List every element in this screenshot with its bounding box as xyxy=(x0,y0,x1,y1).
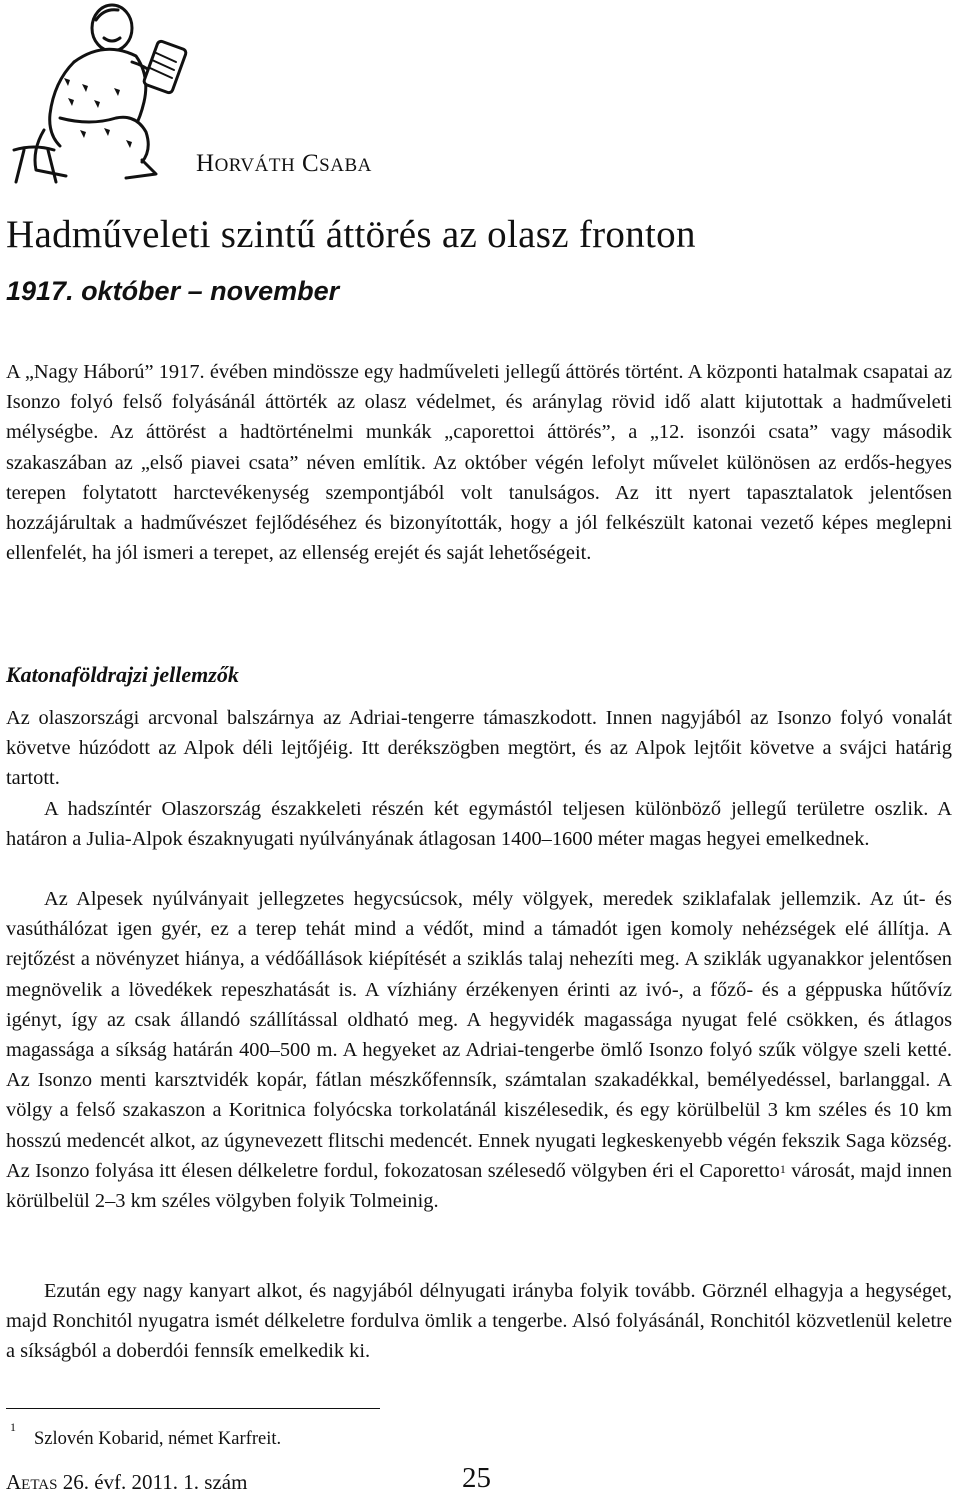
paragraph-4: Ezután egy nagy kanyart alkot, és nagyjából délnyugati irányba folyik tovább. Görznél elhagyja a hegységet, majd Ronchitól nyugatra ismét délkeletre fordulva ömlik a tengerbe. Alsó folyásánál, Ronchitól közvetlenül keletre a síkságból a doberdói fennsík emelkedik ki. xyxy=(6,1280,952,1363)
author-name: HORVÁTH CSABA xyxy=(196,150,372,177)
page-footer xyxy=(6,1462,526,1495)
footnote-divider xyxy=(6,1408,380,1409)
paragraph-2: A hadszíntér Olaszország északkeleti részén két egymástól teljesen különböző jellegű területre oszlik. A határon a Julia-Alpok északnyugati nyúlványának átlagosan 1400–1600 méter magas hegyei emelkednek. xyxy=(6,798,952,851)
footnote xyxy=(10,1420,282,1450)
reader-figure-illustration-icon xyxy=(4,0,192,185)
page-number: 25 xyxy=(462,1462,491,1494)
footnote-mark: 1 xyxy=(10,1420,16,1434)
section-title: Katonaföldrajzi jellemzők xyxy=(6,662,239,687)
intro-paragraph: A „Nagy Háború” 1917. évében mindössze egy hadműveleti jellegű áttörés történt. A központi hatalmak csapatai az Isonzo folyó felső folyásánál áttörték az olasz védelmet, és aránylag rövid idő alatt kijutottak a hadműveleti mélységbe. Az áttörést a hadtörténelmi munkák „caporettoi áttörés”, a „12. isonzói csata” vagy második szakaszában az „első piavei csata” néven említik. Az október végén lefolyt művelet különösen az erdős-hegyes terepen folytatott harctevékenység szempontjából volt tanulságos. Az itt nyert tapasztalatok jelentősen hozzájárultak a hadművészet fejlődéséhez és bizonyították, hogy a jól felkészült katonai vezető képes meglepni ellenfelét, ha jól ismeri a terepet, az ellenség erejét és saját lehetőségeit. xyxy=(6,361,952,565)
article-title: Hadműveleti szintű áttörés az olasz fronton xyxy=(6,213,696,256)
journal-name: AETAS 26. évf. 2011. 1. szám xyxy=(6,1470,248,1494)
reader-figure-logo xyxy=(4,0,192,185)
article-subtitle: 1917. október – november xyxy=(6,276,340,306)
paragraph-1: Az olaszországi arcvonal balszárnya az Adriai-tengerre támaszkodott. Innen nagyjából az Isonzo folyó vonalát követve húzódott az Alpok déli lejtőjéig. Itt derékszögben megtört, és az Alpok lejtőit követve a svájci határig tartott. xyxy=(6,707,952,790)
footnote-reference[interactable]: 1 xyxy=(779,1161,786,1176)
footnote-text: Szlovén Kobarid, német Karfreit. xyxy=(34,1429,282,1450)
paragraph-3: Az Alpesek nyúlványait jellegzetes hegycsúcsok, mély völgyek, meredek sziklafalak jellemzik. Az út- és vasúthálózat igen gyér, ez a terep tehát mind a védőt, mind a támadót igen komoly nehézségek elé állítja. A rejtőzést a növényzet hiánya, a védőállások kiépítését a sziklás talaj nehezíti meg. A sziklák ugyanakkor jelentősen megnövelik a lövedékek repeszhatását is. A vízhiány érzékenyen érinti az ivó-, a főző- és a géppuska hűtővíz igényt, így az csak állandó szállítással oldható meg. A hegyvidék magassága nyugat felé csökken, és átlagos magassága a síkság határán 400–500 m. A hegyeket az Adriai-tengerbe ömlő Isonzo folyó szűk völgye szeli ketté. Az Isonzo menti karsztvidék kopár, fátlan mészkőfennsík, számtalan szakadékkal, bemélyedéssel, barlanggal. A völgy a felső szakaszon a Koritnica folyócska torkolatánál kiszélesedik, és egy körülbelül 3 km széles és 10 km hosszú medencét alkot, az úgynevezett flitschi medencét. Ennek nyugati legkeskenyebb végén fekszik Saga község. Az Isonzo folyása itt élesen délkeletre fordul, fokozatosan szélesedő völgyben éri el Caporetto$^1$ városát, majd innen körülbelül 2–3 km széles völgyben folyik Tolmeinig. xyxy=(6,888,952,1213)
